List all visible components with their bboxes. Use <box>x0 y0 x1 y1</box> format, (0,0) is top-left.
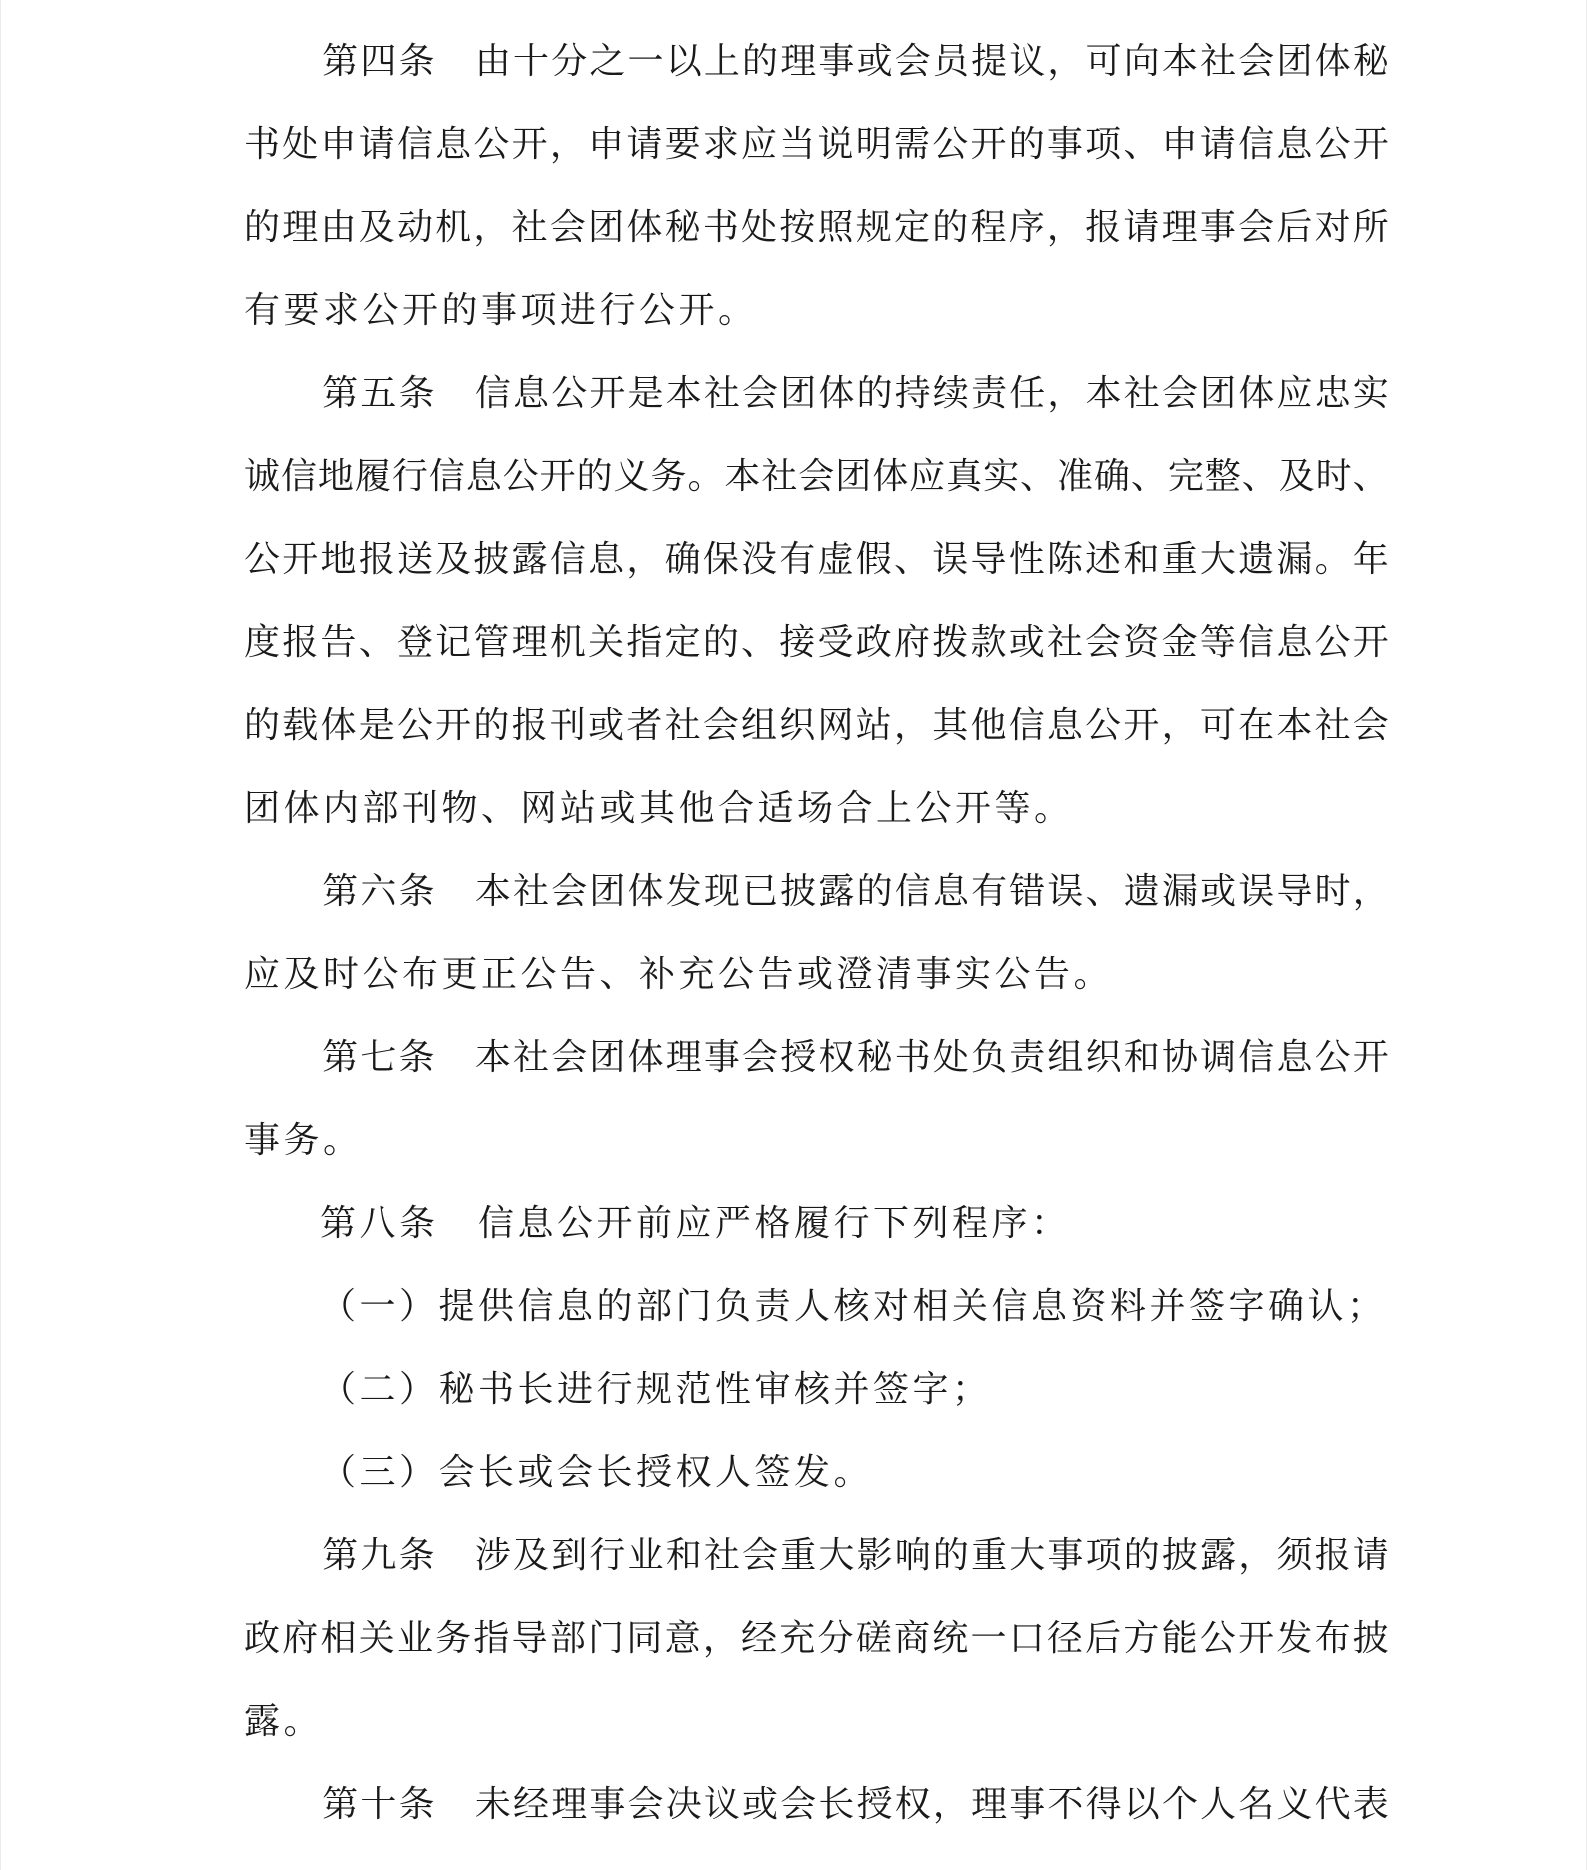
text-line-article-9: 政 府 相 关 业 务 指 导 部 门 同 意 ， 经 充 分 磋 商 统 一 口 径 后 方 能 公 开 发 布 披 <box>244 1618 1389 1658</box>
text-line-article-9: 露。 <box>244 1701 324 1741</box>
text-line-article-5: 诚 信 地 履 行 信 息 公 开 的 义 务 。 本 社 会 团 体 应 真 实 、 准 确 、 完 整 、 及 时 、 <box>244 456 1389 496</box>
text-line-article-5: 团体内部刊物、网站或其他合适场合上公开等。 <box>244 788 1074 828</box>
text-line-article-10: 第 十 条 未 经 理 事 会 决 议 或 会 长 授 权 ， 理 事 不 得 以 个 人 名 义 代 表 <box>322 1784 1389 1824</box>
text-line-article-4: 书 处 申 请 信 息 公 开 ， 申 请 要 求 应 当 说 明 需 公 开 的 事 项 、 申 请 信 息 公 开 <box>244 124 1389 164</box>
text-line-article-8-item-3: （三）会长或会长授权人签发。 <box>320 1452 874 1492</box>
text-line-article-4: 有要求公开的事项进行公开。 <box>244 290 758 330</box>
text-column <box>244 20 1389 1846</box>
text-line-article-8: 第八条 信息公开前应严格履行下列程序： <box>320 1203 1071 1243</box>
text-line-article-5: 的 载 体 是 公 开 的 报 刊 或 者 社 会 组 织 网 站 ， 其 他 信 息 公 开 ， 可 在 本 社 会 <box>244 705 1389 745</box>
text-line-article-4: 第 四 条 由 十 分 之 一 以 上 的 理 事 或 会 员 提 议 ， 可 向 本 社 会 团 体 秘 <box>322 41 1389 81</box>
text-line-article-8-item-2: （二）秘书长进行规范性审核并签字； <box>320 1369 992 1409</box>
text-line-article-4: 的 理 由 及 动 机 ， 社 会 团 体 秘 书 处 按 照 规 定 的 程 序 ， 报 请 理 事 会 后 对 所 <box>244 207 1389 247</box>
text-line-article-5: 度 报 告 、 登 记 管 理 机 关 指 定 的 、 接 受 政 府 拨 款 或 社 会 资 金 等 信 息 公 开 <box>244 622 1389 662</box>
text-line-article-9: 第 九 条 涉 及 到 行 业 和 社 会 重 大 影 响 的 重 大 事 项 的 披 露 ， 须 报 请 <box>322 1535 1389 1575</box>
text-line-article-8-item-1: （一）提供信息的部门负责人核对相关信息资料并签字确认； <box>320 1286 1387 1326</box>
text-line-article-5: 第 五 条 信 息 公 开 是 本 社 会 团 体 的 持 续 责 任 ， 本 社 会 团 体 应 忠 实 <box>322 373 1389 413</box>
text-line-article-6: 应及时公布更正公告、补充公告或澄清事实公告。 <box>244 954 1114 994</box>
text-line-article-7: 第 七 条 本 社 会 团 体 理 事 会 授 权 秘 书 处 负 责 组 织 和 协 调 信 息 公 开 <box>322 1037 1389 1077</box>
text-line-article-5: 公 开 地 报 送 及 披 露 信 息 ， 确 保 没 有 虚 假 、 误 导 性 陈 述 和 重 大 遗 漏 。 年 <box>244 539 1389 579</box>
text-line-article-7: 事务。 <box>244 1120 363 1160</box>
text-line-article-6: 第 六 条 本 社 会 团 体 发 现 已 披 露 的 信 息 有 错 误 、 遗 漏 或 误 导 时 ， <box>322 871 1389 911</box>
